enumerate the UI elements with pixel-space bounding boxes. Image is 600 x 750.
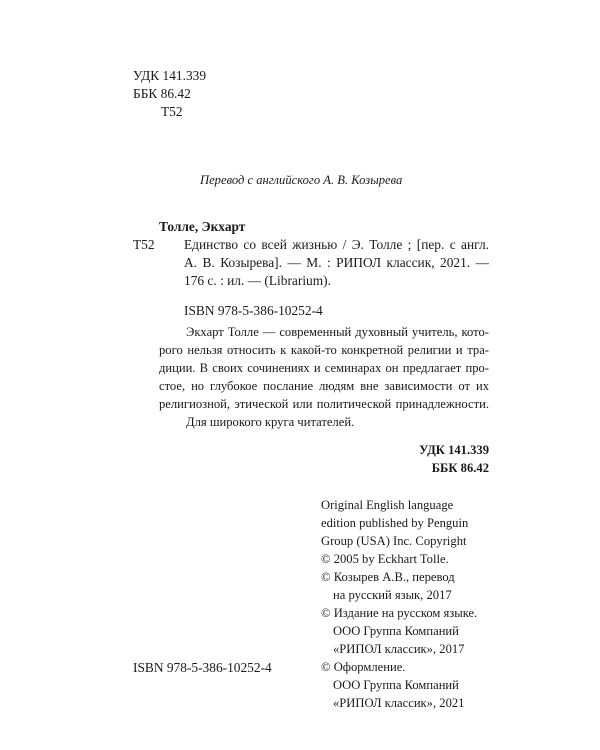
catalog-description [184,236,489,290]
copyright-line: Group (USA) Inc. Copyright [321,534,467,548]
copyright-line: edition published by Penguin [321,516,469,530]
copyright-line: © 2005 by Eckhart Tolle. [321,552,449,566]
annotation-line: рого нельзя относить к какой-то конкретной религии и тра- [159,343,489,357]
annotation-line: стое, но глубокое послание людям вне зависимости от их [159,379,489,393]
copyright-line: © Козырев А.В., перевод [321,570,455,584]
copyright-line: © Оформление. [321,660,406,674]
copyright-line: «РИПОЛ классик», 2021 [333,696,465,710]
footer-isbn: ISBN 978-5-386-10252-4 [133,660,272,675]
copyright-block [321,496,491,712]
annotation-line: религиозной, этической или политической принадлежности. [159,397,489,411]
copyright-line: Original English language [321,498,454,512]
udk-code-bottom: УДК 141.339 [419,443,489,457]
copyright-line: на русский язык, 2017 [333,588,452,602]
catalog-line: 176 с. : ил. — (Librarium). [184,273,331,288]
copyright-line: © Издание на русском языке. [321,606,478,620]
annotation-line: Экхарт Толле — современный духовный учитель, кото- [186,325,489,339]
udk-code-top: УДК 141.339 [133,68,207,83]
author-heading: Толле, Экхарт [159,219,246,234]
copyright-line: ООО Группа Компаний [333,624,459,638]
annotation [159,323,489,431]
annotation-line: диции. В своих сочинениях и семинарах он предлагает про- [159,361,489,375]
author-mark-top: Т52 [161,104,183,119]
catalog-mark: Т52 [133,237,155,252]
annotation-audience: Для широкого круга читателей. [186,415,355,429]
catalog-isbn: ISBN 978-5-386-10252-4 [184,303,323,318]
copyright-line: «РИПОЛ классик», 2017 [333,642,465,656]
bbk-code-top: ББК 86.42 [133,86,191,101]
bbk-code-bottom: ББК 86.42 [431,461,489,475]
translation-note: Перевод с английского А. В. Козырева [200,173,403,187]
catalog-line: Единство со всей жизнью / Э. Толле ; [пер. с англ. [184,237,489,252]
catalog-line: А. В. Козырева]. — М. : РИПОЛ классик, 2021. — [184,255,489,270]
copyright-line: ООО Группа Компаний [333,678,459,692]
